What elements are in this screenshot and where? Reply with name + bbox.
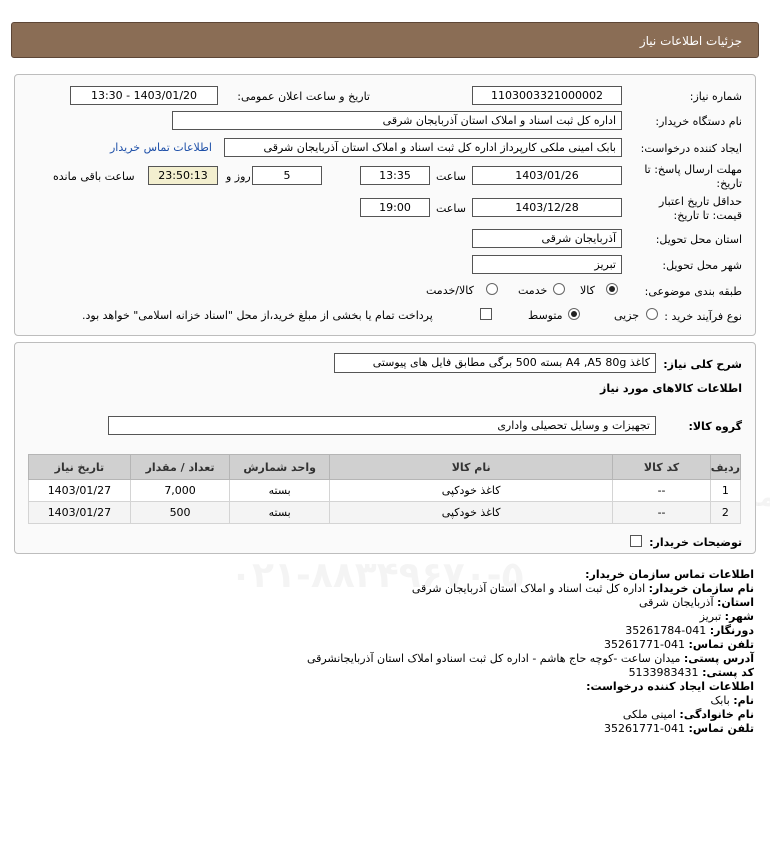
process-label: نوع فرآیند خرید :: [664, 310, 742, 323]
deadline-time-field[interactable]: 13:35: [360, 166, 430, 185]
cell-need-date: 1403/01/27: [29, 480, 131, 502]
validity-time-field[interactable]: 19:00: [360, 198, 430, 217]
buyer-contact-link[interactable]: اطلاعات تماس خریدار: [110, 141, 212, 154]
deadline-days-field[interactable]: 5: [252, 166, 322, 185]
creator-name-line: نام: بابک: [710, 694, 754, 707]
col-row-number: ردیف: [710, 455, 740, 480]
col-quantity: تعداد / مقدار: [130, 455, 230, 480]
creator-label: ایجاد کننده درخواست:: [640, 142, 742, 155]
summary-field[interactable]: کاغذ A4 ,A5 80g بسته 500 برگی مطابق فایل های پیوستی: [334, 353, 656, 373]
announce-field[interactable]: 1403/01/20 - 13:30: [70, 86, 218, 105]
deadline-label-line1: مهلت ارسال پاسخ: تا: [644, 163, 742, 176]
cell-row-number: 1: [710, 480, 740, 502]
buyer-phone-line: تلفن تماس: 041-35261771: [604, 638, 754, 651]
treasury-payment-note: پرداخت تمام یا بخشی از مبلغ خرید،از محل "اسناد خزانه اسلامی" خواهد بود.: [82, 309, 433, 322]
table-header-row: [29, 455, 741, 480]
treasury-payment-checkbox[interactable]: [480, 308, 492, 320]
remaining-time-label: ساعت باقی مانده: [53, 170, 135, 183]
cell-quantity: 500: [130, 502, 230, 524]
process-radio-minor[interactable]: [646, 308, 658, 320]
cell-item-code: --: [613, 480, 710, 502]
category-label: طبقه بندی موضوعی:: [644, 285, 742, 298]
announce-label: تاریخ و ساعت اعلان عمومی:: [237, 90, 370, 103]
deadline-date-field[interactable]: 1403/01/26: [472, 166, 622, 185]
category-option-goods: کالا: [580, 284, 595, 297]
province-label: استان محل تحویل:: [655, 233, 742, 246]
cell-unit: بسته: [230, 502, 330, 524]
creator-phone-line: تلفن تماس: 041-35261771: [604, 722, 754, 735]
process-option-medium: متوسط: [528, 309, 563, 322]
validity-time-label: ساعت: [436, 202, 466, 215]
need-number-label: شماره نیاز:: [689, 90, 742, 103]
cell-item-name: کاغذ خودکپی: [329, 480, 612, 502]
buyer-org-field[interactable]: اداره کل ثبت اسناد و املاک استان آذربایجان شرقی: [172, 111, 622, 130]
process-radio-medium[interactable]: [568, 308, 580, 320]
col-item-code: کد کالا: [613, 455, 710, 480]
col-unit: واحد شمارش: [230, 455, 330, 480]
buyer-postal-line: کد پستی: 5133983431: [628, 666, 754, 679]
table-row[interactable]: [29, 480, 741, 502]
city-label: شهر محل تحویل:: [662, 259, 742, 272]
buyer-province-line: استان: آذربایجان شرقی: [639, 596, 754, 609]
goods-group-field[interactable]: تجهیزات و وسایل تحصیلی واداری: [108, 416, 656, 435]
deadline-label-line2: تاریخ:: [716, 177, 742, 190]
category-radio-goods[interactable]: [606, 283, 618, 295]
need-number-field[interactable]: 1103003321000002: [472, 86, 622, 105]
creator-field[interactable]: بابک امینی ملکی کارپرداز اداره کل ثبت اسناد و املاک استان آذربایجان شرقی: [224, 138, 622, 157]
buyer-org-line: نام سازمان خریدار: اداره کل ثبت اسناد و املاک استان آذربایجان شرقی: [411, 582, 754, 595]
buyer-org-label: نام دستگاه خریدار:: [655, 115, 742, 128]
buyer-notes-checkbox[interactable]: [630, 535, 642, 547]
validity-date-field[interactable]: 1403/12/28: [472, 198, 622, 217]
goods-table: [28, 454, 741, 524]
summary-label: شرح کلی نیاز:: [663, 358, 742, 371]
goods-group-label: گروه کالا:: [688, 420, 742, 433]
category-option-service: خدمت: [518, 284, 548, 297]
page-title: جزئیات اطلاعات نیاز: [639, 34, 742, 48]
province-field[interactable]: آذربایجان شرقی: [472, 229, 622, 248]
creator-family-line: نام خانوادگی: امینی ملکی: [622, 708, 754, 721]
category-radio-service[interactable]: [553, 283, 565, 295]
validity-label-line2: قیمت: تا تاریخ:: [673, 209, 742, 222]
city-field[interactable]: تبریز: [472, 255, 622, 274]
process-option-minor: جزیی: [614, 309, 640, 322]
buyer-address-line: آدرس پستی: میدان ساعت -کوچه حاج هاشم - اداره کل ثبت اسنادو املاک استان آذربایجانشرقی: [306, 652, 754, 665]
category-option-goods-service: کالا/خدمت: [426, 284, 474, 297]
buyer-fax-line: دورنگار: 041-35261784: [625, 624, 754, 637]
col-item-name: نام کالا: [329, 455, 612, 480]
goods-section-title: اطلاعات کالاهای مورد نیاز: [600, 382, 742, 395]
buyer-contact-title: اطلاعات تماس سازمان خریدار:: [585, 568, 754, 581]
cell-item-code: --: [613, 502, 710, 524]
cell-unit: بسته: [230, 480, 330, 502]
cell-item-name: کاغذ خودکپی: [329, 502, 612, 524]
table-row[interactable]: [29, 502, 741, 524]
deadline-time-label: ساعت: [436, 170, 466, 183]
buyer-notes-label: توضیحات خریدار:: [649, 536, 742, 549]
cell-need-date: 1403/01/27: [29, 502, 131, 524]
cell-row-number: 2: [710, 502, 740, 524]
buyer-city-line: شهر: تبریز: [699, 610, 754, 623]
cell-quantity: 7,000: [130, 480, 230, 502]
deadline-days-label: روز و: [226, 170, 251, 183]
category-radio-goods-service[interactable]: [486, 283, 498, 295]
creator-contact-title: اطلاعات ایجاد کننده درخواست:: [586, 680, 754, 693]
page-header: [11, 22, 759, 58]
col-need-date: تاریخ نیاز: [29, 455, 131, 480]
validity-label-line1: حداقل تاریخ اعتبار: [658, 195, 742, 208]
remaining-time-field: 23:50:13: [148, 166, 218, 185]
